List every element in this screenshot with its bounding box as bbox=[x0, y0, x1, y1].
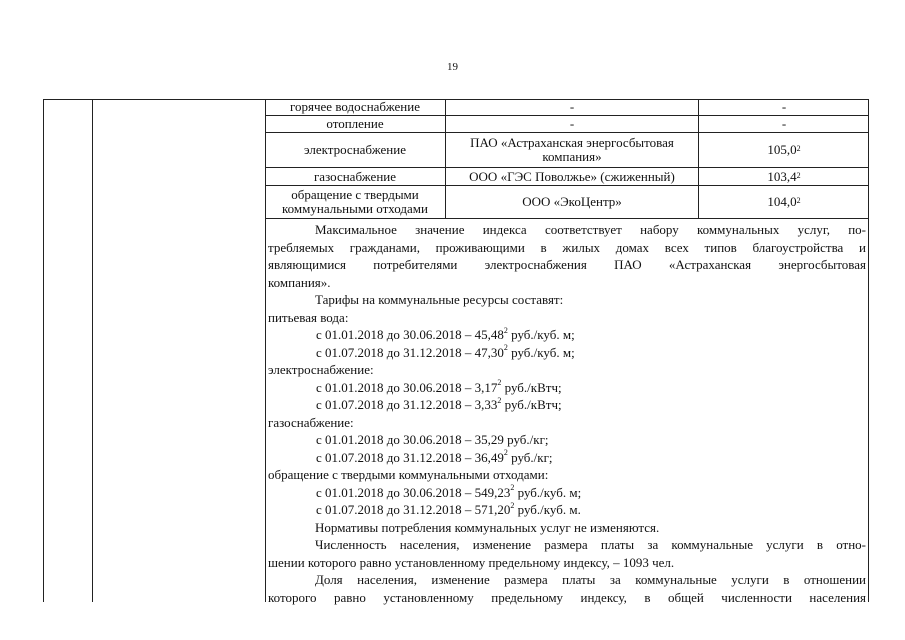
service-cell: отопление bbox=[326, 116, 384, 131]
footnote-marker: 2 bbox=[497, 378, 502, 388]
tariffs-intro: Тарифы на коммунальные ресурсы составят: bbox=[315, 292, 564, 307]
body-text bbox=[268, 221, 866, 606]
index-value: 103,4 bbox=[767, 168, 797, 184]
tariff-unit: руб./куб. м; bbox=[514, 484, 582, 500]
tariff-line bbox=[268, 379, 866, 397]
index-value: 105,0 bbox=[767, 142, 797, 157]
tariff-text: с 01.01.2018 до 30.06.2018 – 549,23 bbox=[316, 484, 511, 500]
paragraph-line: Численность населения, изменение размера платы за коммунальные услуги в отно- bbox=[315, 537, 866, 552]
tariff-unit: руб./кВтч; bbox=[501, 397, 562, 412]
index-value: 104,0 bbox=[767, 194, 797, 209]
supplier-cell: ООО «ГЭС Поволжье» (сжиженный) bbox=[445, 168, 698, 185]
tariff-unit: руб./куб. м; bbox=[507, 344, 575, 360]
tariff-line bbox=[268, 484, 866, 502]
supplier-cell: ООО «ЭкоЦентр» bbox=[445, 186, 698, 218]
tariff-line bbox=[268, 396, 866, 414]
section-heading: обращение с твердыми коммунальными отходами: bbox=[268, 467, 549, 482]
index-cell: 103,4 $^2$ bbox=[698, 168, 869, 185]
service-cell: горячее водоснабжение bbox=[290, 99, 420, 114]
index-cell: - bbox=[698, 116, 869, 132]
norms-statement: Нормативы потребления коммунальных услуг не изменяются. bbox=[315, 519, 660, 535]
paragraph-line: являющимися потребителями электроснабжения ПАО «Астраханская энергосбытовая bbox=[268, 257, 866, 272]
tariff-text: с 01.07.2018 до 31.12.2018 – 47,30 bbox=[316, 344, 504, 360]
service-cell: электроснабжение bbox=[304, 142, 406, 157]
table-row bbox=[265, 186, 869, 219]
tariff-text: с 01.07.2018 до 31.12.2018 – 3,33 bbox=[316, 397, 498, 412]
section-heading: электроснабжение: bbox=[268, 362, 374, 377]
footnote-marker: 2 bbox=[503, 448, 508, 458]
tariff-line bbox=[268, 326, 866, 344]
table-row bbox=[265, 99, 869, 116]
section-heading: питьевая вода: bbox=[268, 309, 349, 325]
tariff-unit: руб./кг; bbox=[507, 449, 553, 465]
service-cell: газоснабжение bbox=[313, 168, 397, 184]
index-cell: 104,0 $^2$ bbox=[698, 186, 869, 218]
supplier-cell: - bbox=[445, 116, 698, 132]
tariff-line: с 01.01.2018 до 30.06.2018 – 35,29 руб./кг; bbox=[316, 432, 549, 447]
column-divider-1 bbox=[92, 99, 93, 602]
tariff-unit: руб./куб. м. bbox=[514, 502, 581, 517]
footnote-marker: 2 bbox=[503, 343, 508, 353]
table-row bbox=[265, 116, 869, 133]
paragraph-line: которого равно установленному предельному индексу, в общей численности населения bbox=[268, 589, 866, 605]
footnote-marker: 2 bbox=[503, 325, 508, 335]
tariff-unit: руб./кВтч; bbox=[501, 379, 562, 395]
footnote-marker: 2 bbox=[497, 395, 502, 405]
paragraph-line: Максимальное значение индекса соответствует набору коммунальных услуг, по- bbox=[315, 222, 866, 237]
tariff-text: с 01.01.2018 до 30.06.2018 – 3,17 bbox=[316, 379, 498, 395]
tariff-text: с 01.07.2018 до 31.12.2018 – 36,49 bbox=[316, 449, 504, 465]
index-cell: 105,0 $^2$ bbox=[698, 133, 869, 167]
tariff-line bbox=[268, 344, 866, 362]
tariff-line bbox=[268, 449, 866, 467]
paragraph-line: шении которого равно установленному предельному индексу, – 1093 чел. bbox=[268, 554, 675, 570]
index-cell: - bbox=[698, 99, 869, 115]
tariff-line bbox=[268, 501, 866, 519]
tariff-text: с 01.07.2018 до 31.12.2018 – 571,20 bbox=[316, 502, 511, 517]
paragraph-line: компания». bbox=[268, 274, 331, 290]
service-cell: обращение с твердыми коммунальными отходами bbox=[282, 187, 428, 216]
supplier-cell: ПАО «Астраханская энергосбытовая компания» bbox=[445, 133, 698, 167]
supplier-cell: - bbox=[445, 99, 698, 115]
section-heading: газоснабжение: bbox=[268, 414, 354, 430]
footnote-marker: 2 bbox=[510, 500, 515, 510]
tariff-unit: руб./куб. м; bbox=[507, 327, 575, 342]
table-row bbox=[265, 133, 869, 168]
paragraph-line: требляемых гражданами, проживающими в жилых домах всех типов благоустройства и bbox=[268, 239, 866, 255]
table-row bbox=[265, 168, 869, 186]
page-number: 19 bbox=[447, 61, 458, 73]
footnote-marker: 2 bbox=[510, 483, 515, 493]
tariff-text: с 01.01.2018 до 30.06.2018 – 45,48 bbox=[316, 327, 504, 342]
paragraph-line: Доля населения, изменение размера платы за коммунальные услуги в отношении bbox=[315, 572, 866, 587]
